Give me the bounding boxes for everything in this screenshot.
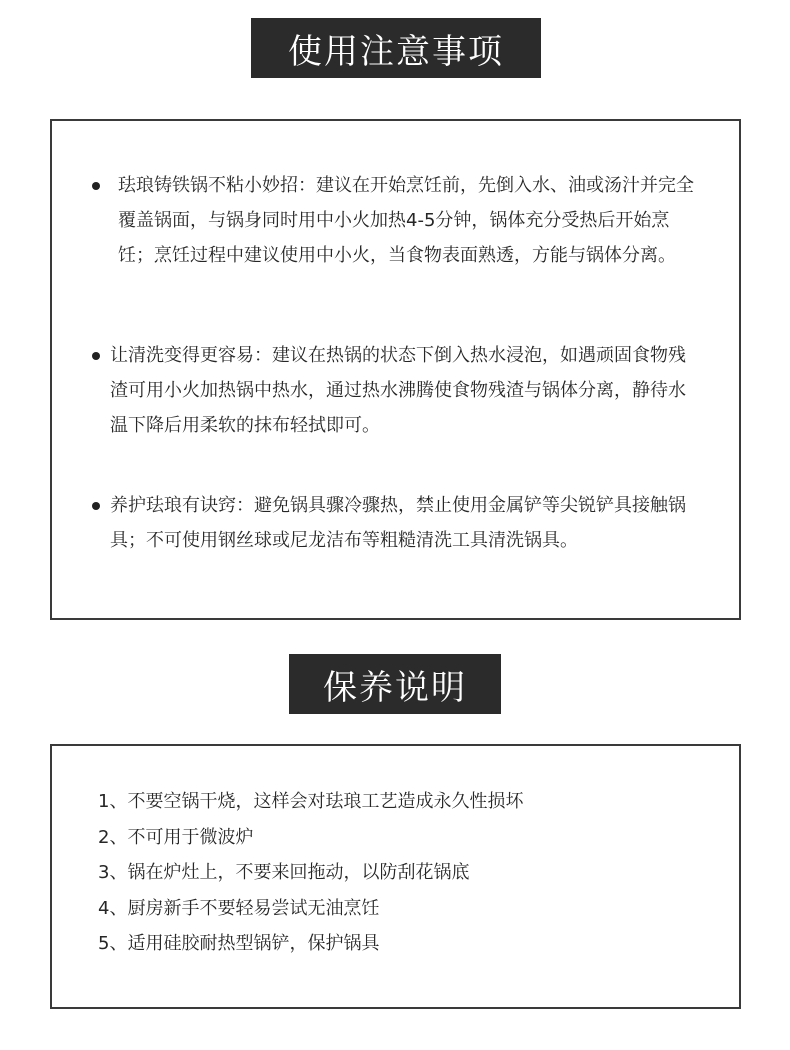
bullet-dot-icon [92, 352, 100, 360]
usage-notes-box [50, 119, 741, 620]
care-item: 4、厨房新手不要轻易尝试无油烹饪 [98, 897, 380, 919]
care-instructions-box [50, 744, 741, 1009]
care-item: 1、不要空锅干烧，这样会对珐琅工艺造成永久性损坏 [98, 791, 524, 812]
care-item: 5、适用硅胶耐热型锅铲，保护锅具 [98, 933, 380, 954]
care-item: 3、锅在炉灶上，不要来回拖动，以防刮花锅底 [98, 862, 470, 883]
bullet-dot-icon [92, 502, 100, 510]
care-list [98, 784, 523, 962]
note-text: 珐琅铸铁锅不粘小妙招：建议在开始烹饪前，先倒入水、油或汤汁并完全覆盖锅面，与锅身同时用中小火加热4-5分钟，锅体充分受热后开始烹饪；烹饪过程中建议使用中小火，当食物表面熟透，方能与锅体分离。 [118, 175, 694, 266]
usage-notes-title: 使用注意事项 [251, 18, 541, 78]
note-item [110, 488, 702, 558]
note-text: 让清洗变得更容易：建议在热锅的状态下倒入热水浸泡，如遇顽固食物残渣可用小火加热锅中热水，通过热水沸腾使食物残渣与锅体分离，静待水温下降后用柔软的抹布轻拭即可。 [110, 345, 686, 436]
note-item [110, 338, 702, 443]
note-text: 养护珐琅有诀窍：避免锅具骤冷骤热，禁止使用金属铲等尖锐铲具接触锅具；不可使用钢丝球或尼龙洁布等粗糙清洗工具清洗锅具。 [110, 495, 686, 551]
care-instructions-title: 保养说明 [289, 654, 501, 714]
care-item: 2、不可用于微波炉 [98, 826, 254, 848]
bullet-dot-icon [92, 182, 100, 190]
note-item [118, 168, 703, 273]
